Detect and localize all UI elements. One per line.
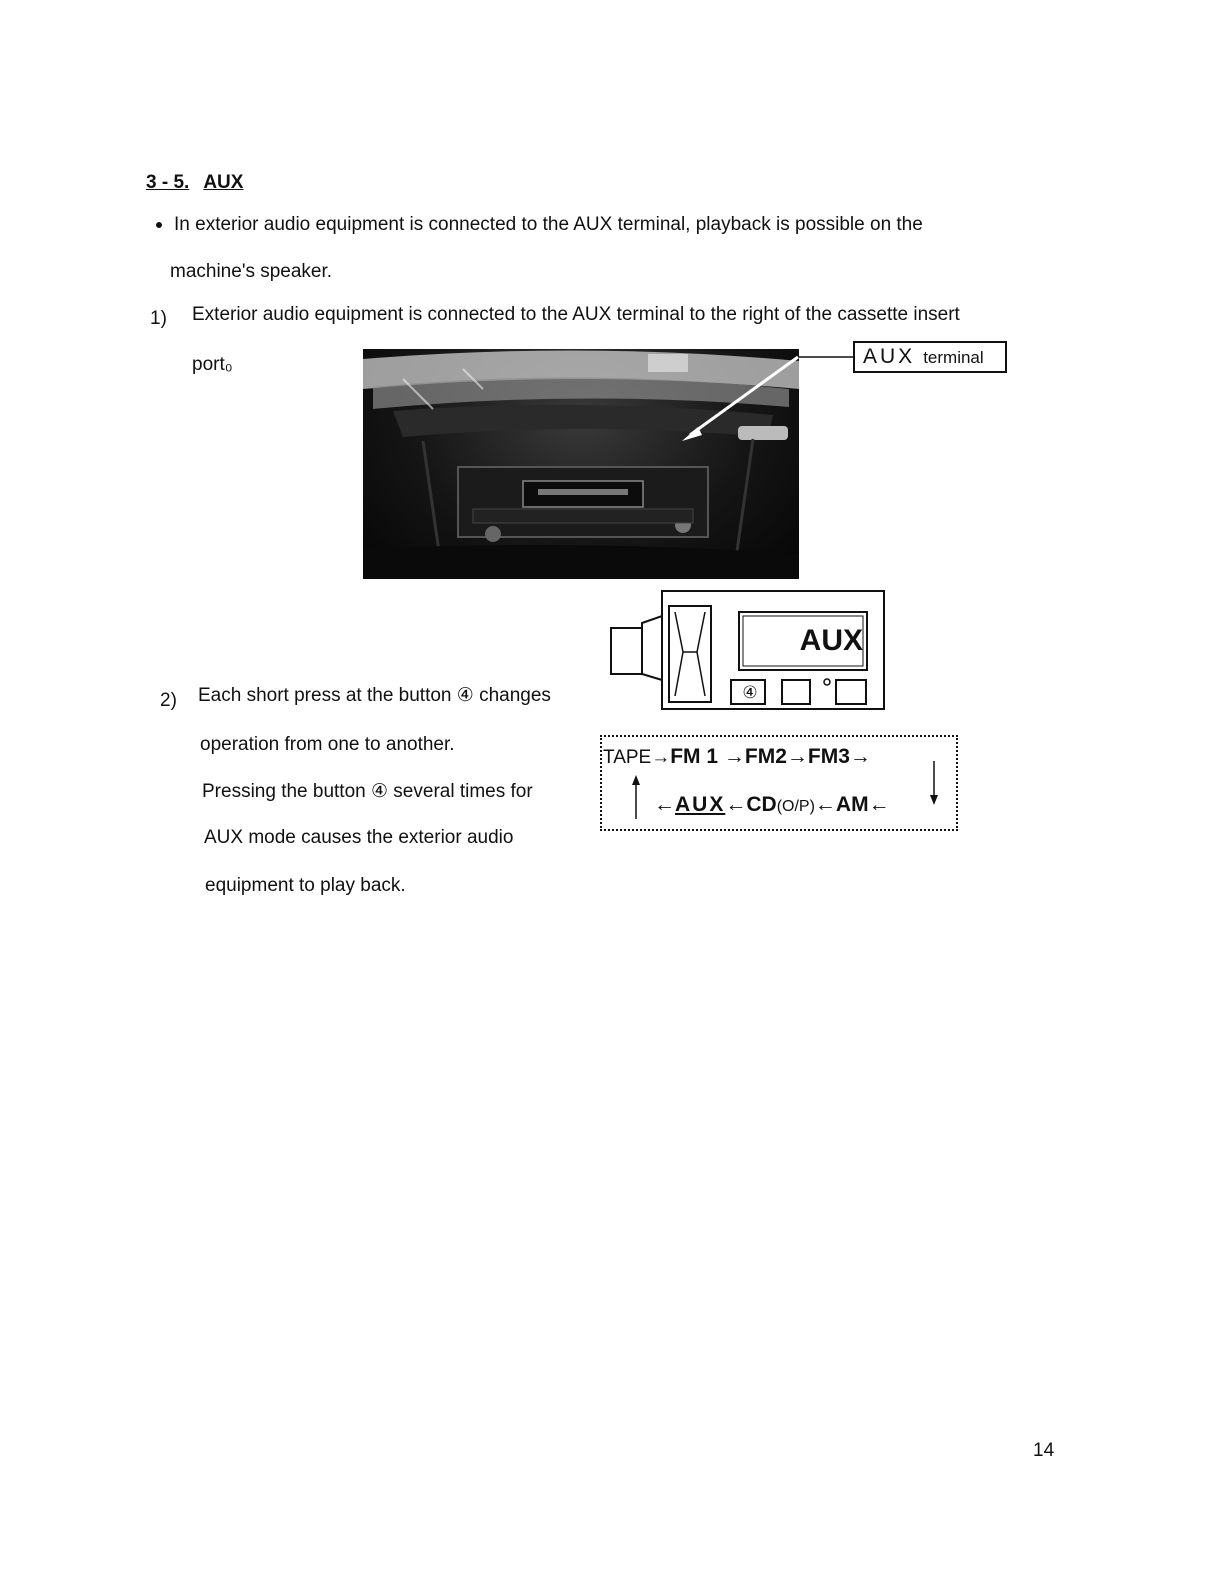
step1-number: 1) — [150, 308, 167, 329]
mode-cd: ←CD — [725, 793, 777, 816]
page-number: 14 — [1033, 1440, 1055, 1461]
step1-line-2: port₀ — [192, 354, 233, 375]
section-heading — [146, 172, 243, 194]
step2-line-2: operation from one to another. — [200, 734, 455, 755]
section-number: 3 - 5. — [146, 172, 190, 193]
bullet-icon — [156, 222, 162, 228]
intro-line-2: machine's speaker. — [170, 261, 333, 282]
panel-display-aux: AUX — [799, 624, 863, 657]
mode-fm-sequence: FM 1 →FM2→FM3→ — [670, 745, 871, 768]
callout-arrow — [660, 355, 860, 445]
mode-cd-op: (O/P) — [776, 798, 815, 815]
step1-line-1: Exterior audio equipment is connected to the AUX terminal to the right of the cassette insert — [192, 304, 960, 325]
step2-line-4: AUX mode causes the exterior audio — [204, 827, 514, 848]
mode-arrow-left: ← — [654, 793, 675, 816]
mode-cycle-bottom-row — [654, 791, 890, 821]
step2-line-1: Each short press at the button ④ changes — [198, 685, 551, 706]
intro-line-1 — [156, 213, 923, 237]
intro-text-1: In exterior audio equipment is connected to the AUX terminal, playback is possible on the — [174, 214, 923, 235]
mode-tape: TAPE→ — [603, 747, 671, 768]
step2-number: 2) — [160, 690, 177, 711]
mode-cycle-top-row — [603, 743, 871, 772]
callout-terminal-label: terminal — [923, 348, 984, 367]
callout-aux-label: AUX — [863, 345, 916, 368]
aux-terminal-callout — [853, 341, 1007, 373]
mode-am: ←AM← — [814, 793, 890, 816]
step2-line-5: equipment to play back. — [205, 875, 406, 896]
panel-button-4-label: ④ — [742, 683, 758, 702]
mode-aux: AUX — [675, 793, 726, 816]
step2-line-3: Pressing the button ④ several times for — [202, 781, 533, 802]
section-title: AUX — [203, 172, 244, 193]
